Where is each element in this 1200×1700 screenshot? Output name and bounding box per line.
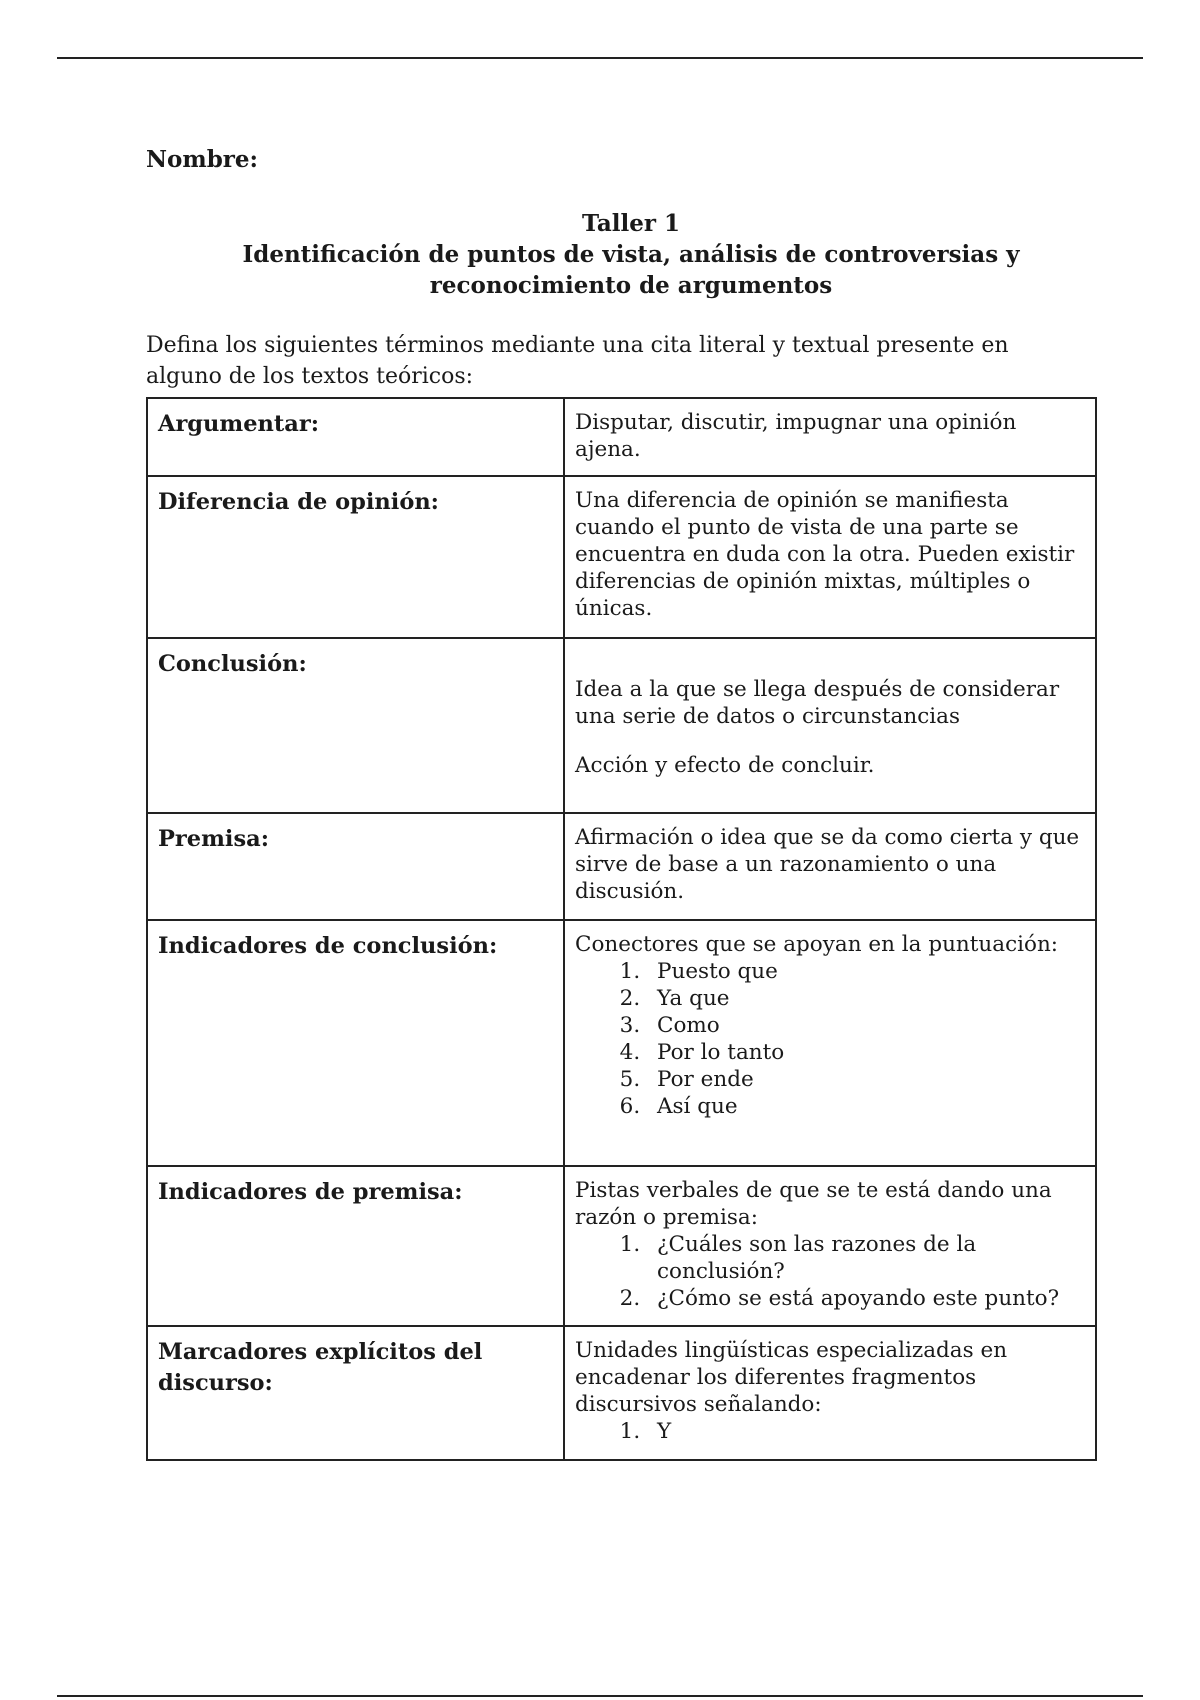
question-list [575, 1231, 1085, 1312]
title-line-2: Identificación de puntos de vista, análisis de controversias y [242, 241, 1020, 268]
list-item: 5. Por ende [647, 1066, 1085, 1093]
definition-text: Pistas verbales de que se te está dando una razón o premisa: [575, 1178, 1052, 1230]
list-item: 4. Por lo tanto [647, 1039, 1085, 1066]
table-row [147, 920, 1096, 1166]
table-row [147, 813, 1096, 920]
list-item: 1. Puesto que [647, 958, 1085, 985]
definition-text: Conectores que se apoyan en la puntuación: [575, 932, 1059, 957]
title-line-1: Taller 1 [581, 210, 681, 237]
table-row [147, 1326, 1096, 1460]
connector-list [575, 958, 1085, 1120]
document-title [146, 208, 1116, 301]
list-item: 6. Así que [647, 1093, 1085, 1120]
definition-cell [564, 1326, 1096, 1460]
table-row [147, 476, 1096, 638]
definition-cell [564, 638, 1096, 813]
footer-rule [57, 1695, 1143, 1697]
name-label: Nombre: [146, 146, 259, 173]
definition-cell [564, 398, 1096, 476]
table-row [147, 1166, 1096, 1326]
definitions-table [146, 397, 1097, 1461]
list-item: 2. Ya que [647, 985, 1085, 1012]
definition-cell [564, 813, 1096, 920]
definition-text: Una diferencia de opinión se manifiesta cuando el punto de vista de una parte se encuentra en duda con la otra. Pueden existir diferencias de opinión mixtas, múltiples o únicas. [575, 488, 1075, 621]
list-item: 1. Y [647, 1418, 1085, 1445]
term-cell: Diferencia de opinión: [147, 476, 564, 638]
instructions-paragraph: Defina los siguientes términos mediante una cita literal y textual presente en alguno de los textos teóricos: [146, 333, 1009, 389]
definition-text: Disputar, discutir, impugnar una opinión ajena. [575, 410, 1017, 462]
table-row [147, 398, 1096, 476]
term-cell: Indicadores de conclusión: [147, 920, 564, 1166]
title-line-3: reconocimiento de argumentos [429, 272, 833, 299]
definition-cell [564, 1166, 1096, 1326]
definition-cell [564, 476, 1096, 638]
header-rule [57, 57, 1143, 59]
term-cell: Argumentar: [147, 398, 564, 476]
definition-text: Acción y efecto de concluir. [575, 753, 875, 778]
definition-text: Unidades lingüísticas especializadas en encadenar los diferentes fragmentos discursivos señalando: [575, 1338, 1008, 1417]
definition-text: Idea a la que se llega después de considerar una serie de datos o circunstancias [575, 677, 1060, 729]
list-item: 1. ¿Cuáles son las razones de la conclusión? [647, 1231, 1085, 1285]
term-cell: Indicadores de premisa: [147, 1166, 564, 1326]
term-cell: Premisa: [147, 813, 564, 920]
definition-cell [564, 920, 1096, 1166]
term-cell: Conclusión: [147, 638, 564, 813]
table-row [147, 638, 1096, 813]
marker-list [575, 1418, 1085, 1445]
list-item: 3. Como [647, 1012, 1085, 1039]
list-item: 2. ¿Cómo se está apoyando este punto? [647, 1285, 1085, 1312]
definition-text: Afirmación o idea que se da como cierta y que sirve de base a un razonamiento o una discusión. [575, 825, 1080, 904]
term-cell: Marcadores explícitos del discurso: [147, 1326, 564, 1460]
